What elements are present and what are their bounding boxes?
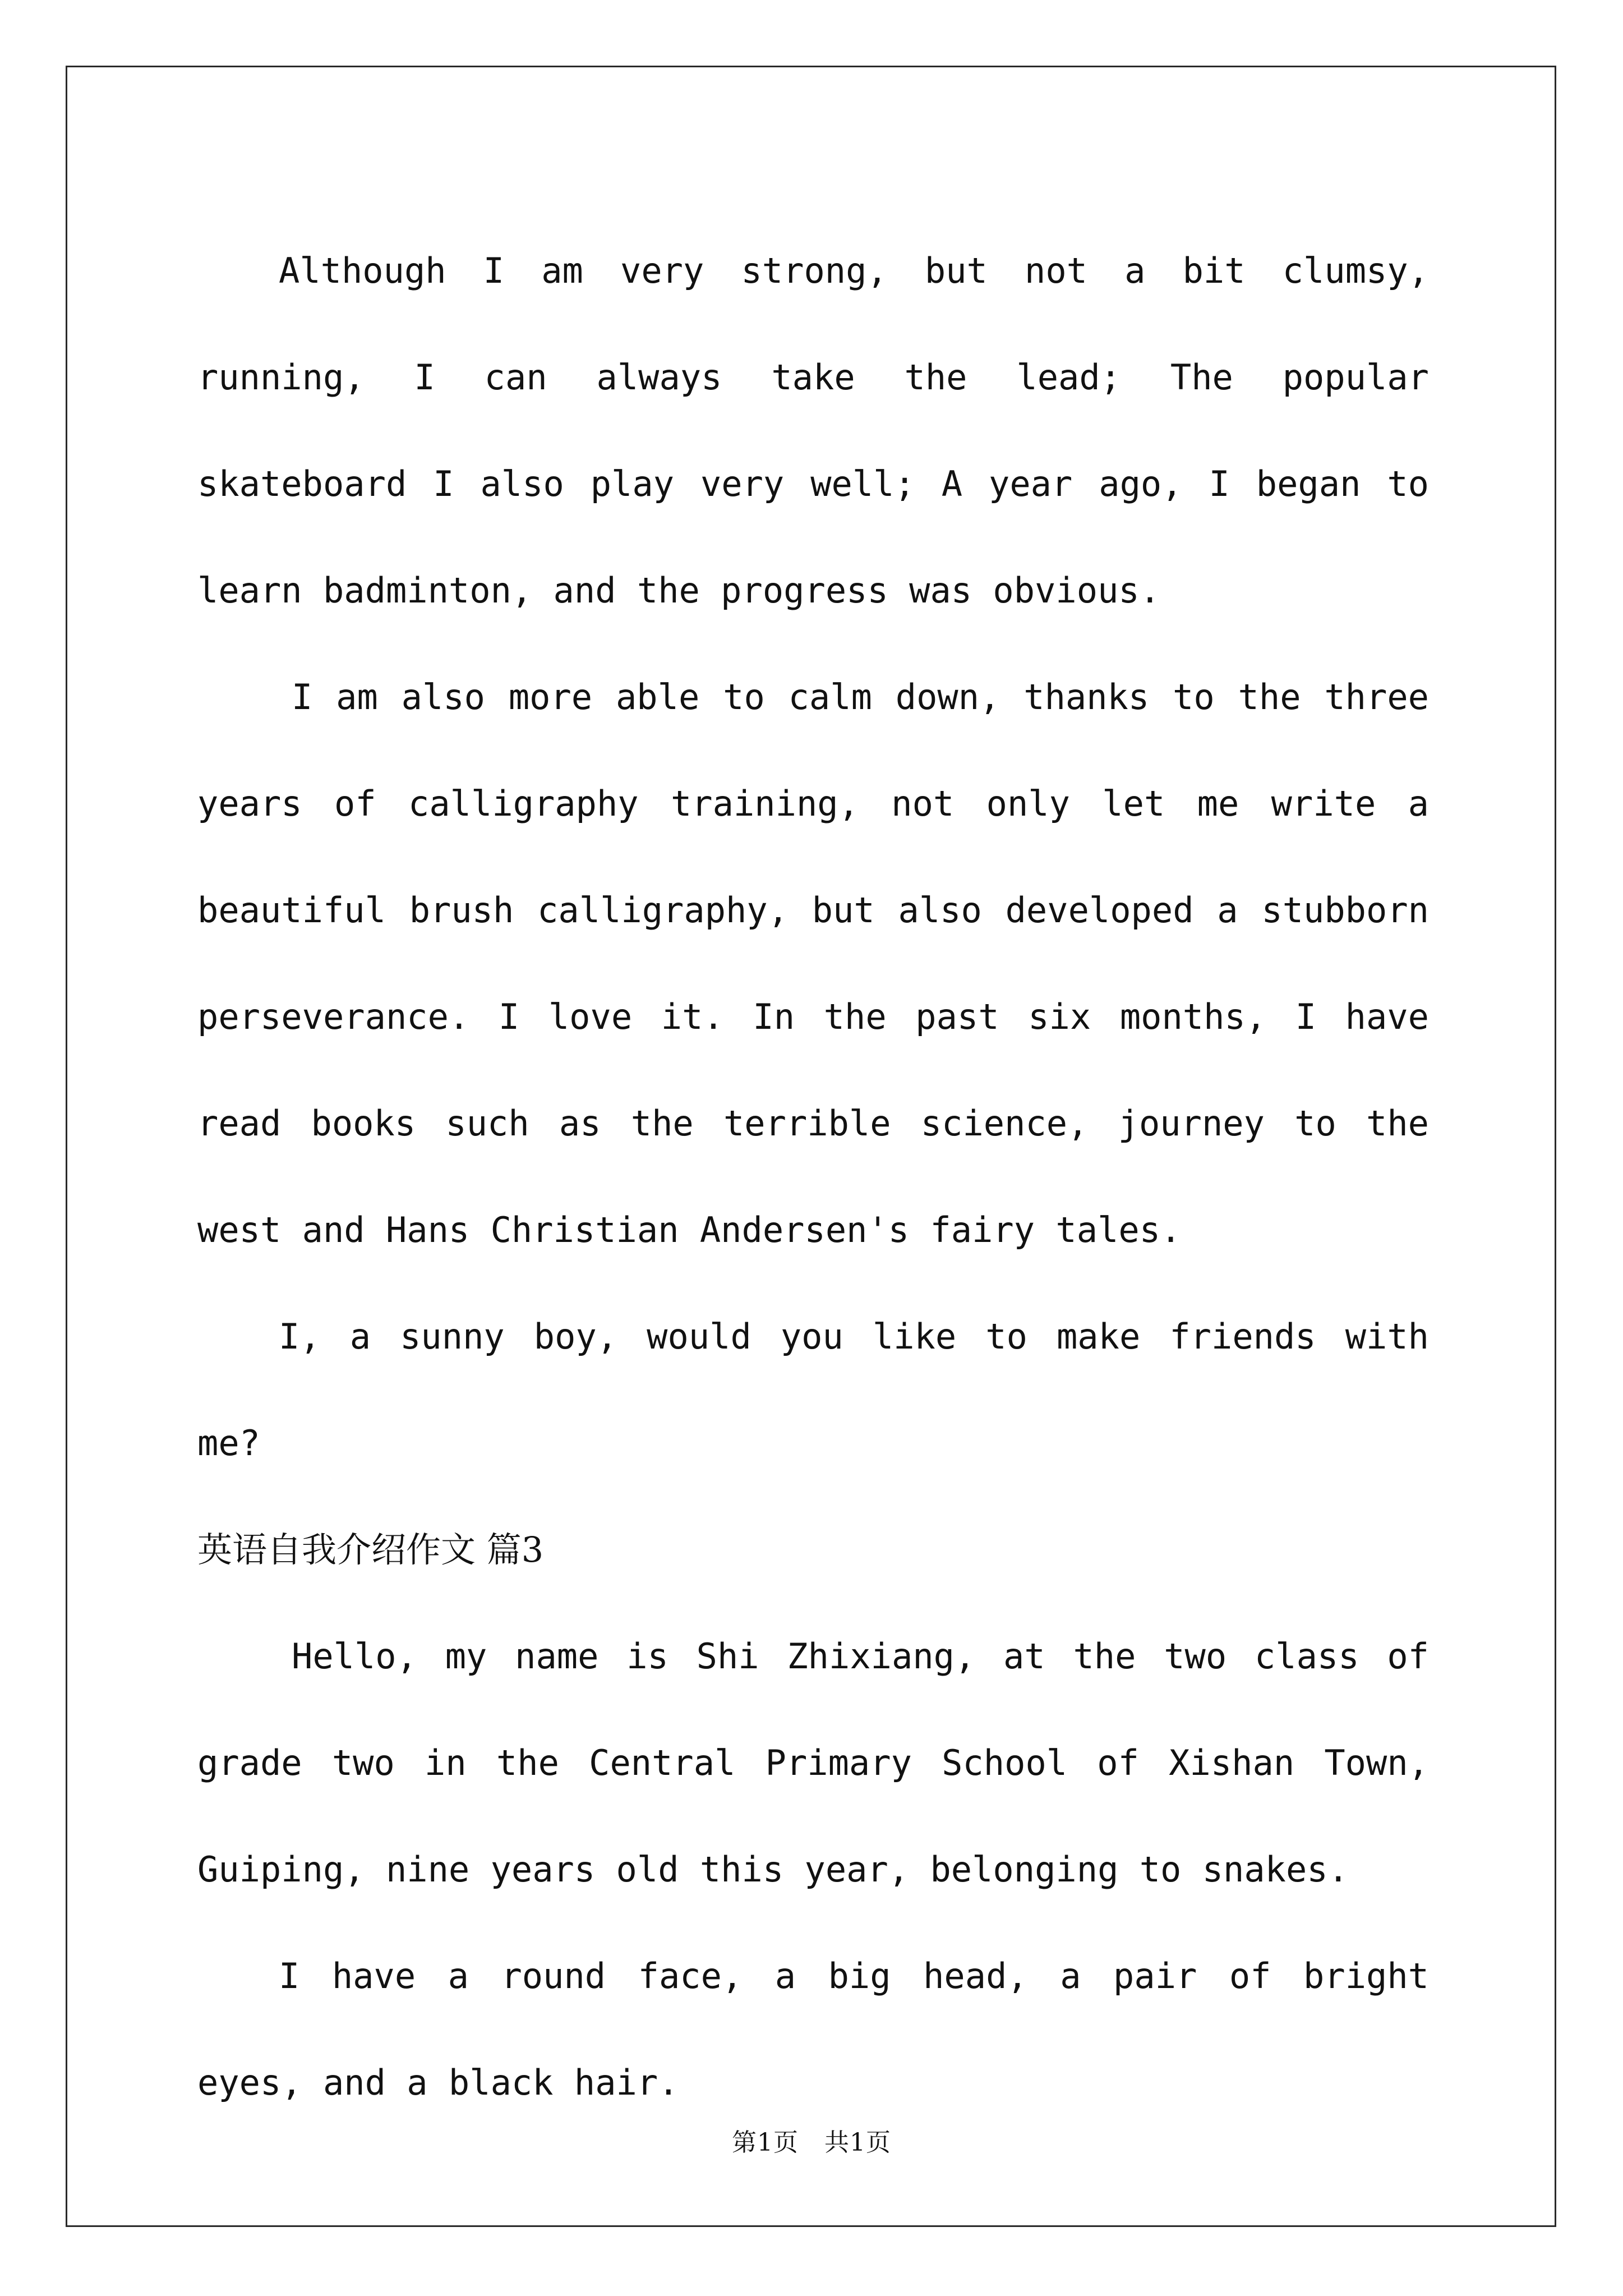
- paragraph: Although I am very strong, but not a bit clumsy, running, I can always take the lead; The popular skateboard I also play very well; A year ago, I began to learn badminton, and the progress was obvious.: [197, 250, 1429, 611]
- section-heading: 英语自我介绍作文 篇3: [197, 1529, 544, 1570]
- paragraph: I am also more able to calm down, thanks to the three years of calligraphy training, not only let me write a beautiful brush calligraphy, but also developed a stubborn perseverance. I love it. In the past six months, I have read books such as the terrible science, journey to the west and Hans Christian Andersen's fairy tales.: [197, 677, 1429, 1250]
- page-footer: [0, 2122, 1623, 2158]
- paragraph: Hello, my name is Shi Zhixiang, at the two class of grade two in the Central Primary School of Xishan Town, Guiping, nine years old this year, belonging to snakes.: [197, 1636, 1429, 1890]
- paragraph: I, a sunny boy, would you like to make friends with me?: [197, 1316, 1429, 1464]
- paragraph: I have a round face, a big head, a pair of bright eyes, and a black hair.: [197, 1955, 1429, 2103]
- page-number: 第1页: [732, 2128, 799, 2157]
- page-total: 共1页: [824, 2128, 891, 2157]
- document-body: [197, 218, 1429, 2136]
